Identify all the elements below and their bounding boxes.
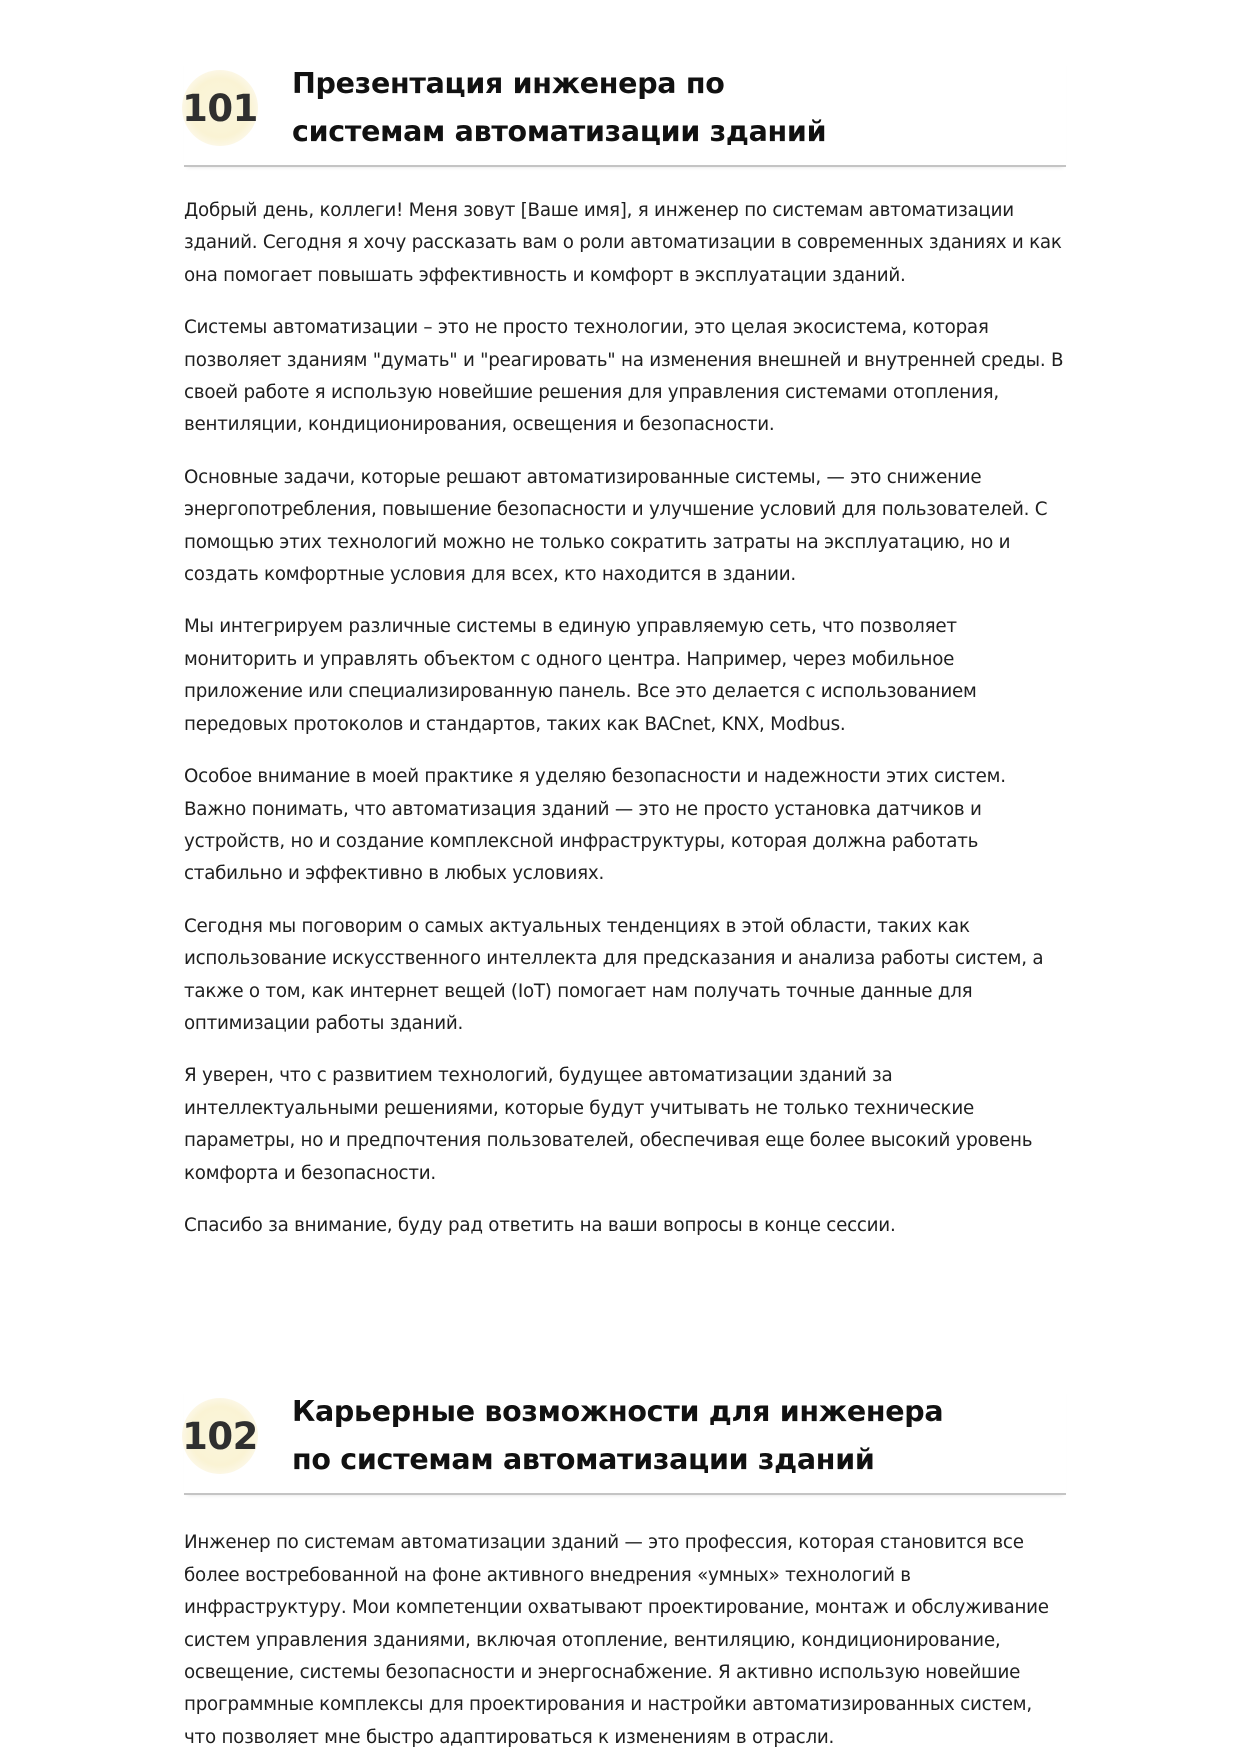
paragraph: Инженер по системам автоматизации зданий — это профессия, которая становится все более востребованной на фоне активного внедрения «умных» технологий в инфраструктуру. Мои компетенции охватывают проектирование, монтаж и обслуживание систем управления зданиями, включая отопление, вентиляцию, кондиционирование, освещение, системы безопасности и энергоснабжение. Я активно использую новейшие программные комплексы для проектирования и настройки автоматизированных систем, что позволяет мне быстро адаптироваться к изменениям в отрасли.	[184, 1532, 1049, 1748]
paragraph: Я уверен, что с развитием технологий, будущее автоматизации зданий за интеллектуальными решениями, которые будут учитывать не только технические параметры, но и предпочтения пользователей, обеспечивая еще более высокий уровень комфорта и безопасности.	[184, 1065, 1033, 1184]
section-header-102	[184, 1388, 1066, 1495]
document-page	[184, 0, 1066, 1754]
paragraph: Сегодня мы поговорим о самых актуальных тенденциях в этой области, таких как использование искусственного интеллекта для предсказания и анализа работы систем, а также о том, как интернет вещей (IoT) помогает нам получать точные данные для оптимизации работы зданий.	[184, 915, 1044, 1034]
section-title: Презентация инженера по системам автоматизации зданий	[292, 67, 827, 148]
paragraph: Особое внимание в моей практике я уделяю безопасности и надежности этих систем. Важно понимать, что автоматизация зданий — это не просто установка датчиков и устройств, но и создание комплексной инфраструктуры, которая должна работать стабильно и эффективно в любых условиях.	[184, 766, 1006, 885]
section-number-badge: 102	[182, 1398, 258, 1474]
paragraph: Добрый день, коллеги! Меня зовут [Ваше имя], я инженер по системам автоматизации зданий. Сегодня я хочу рассказать вам о роли автоматизации в современных зданиях и как она помогает повышать эффективность и комфорт в эксплуатации зданий.	[184, 200, 1062, 286]
section-number-badge: 101	[182, 70, 258, 146]
section-header-101	[184, 60, 1066, 167]
paragraph: Системы автоматизации – это не просто технологии, это целая экосистема, которая позволяет зданиям "думать" и "реагировать" на изменения внешней и внутренней среды. В своей работе я использую новейшие решения для управления системами отопления, вентиляции, кондиционирования, освещения и безопасности.	[184, 317, 1064, 436]
section-body-102	[184, 1527, 1066, 1754]
paragraph: Спасибо за внимание, буду рад ответить на ваши вопросы в конце сессии.	[184, 1214, 896, 1236]
paragraph: Мы интегрируем различные системы в единую управляемую сеть, что позволяет мониторить и управлять объектом с одного центра. Например, через мобильное приложение или специализированную панель. Все это делается с использованием передовых протоколов и стандартов, таких как BACnet, KNX, Modbus.	[184, 616, 977, 735]
paragraph: Основные задачи, которые решают автоматизированные системы, — это снижение энергопотребления, повышение безопасности и улучшение условий для пользователей. С помощью этих технологий можно не только сократить затраты на эксплуатацию, но и создать комфортные условия для всех, кто находится в здании.	[184, 466, 1048, 586]
section-body-101	[184, 195, 1066, 1242]
section-title: Карьерные возможности для инженера по системам автоматизации зданий	[292, 1395, 944, 1477]
